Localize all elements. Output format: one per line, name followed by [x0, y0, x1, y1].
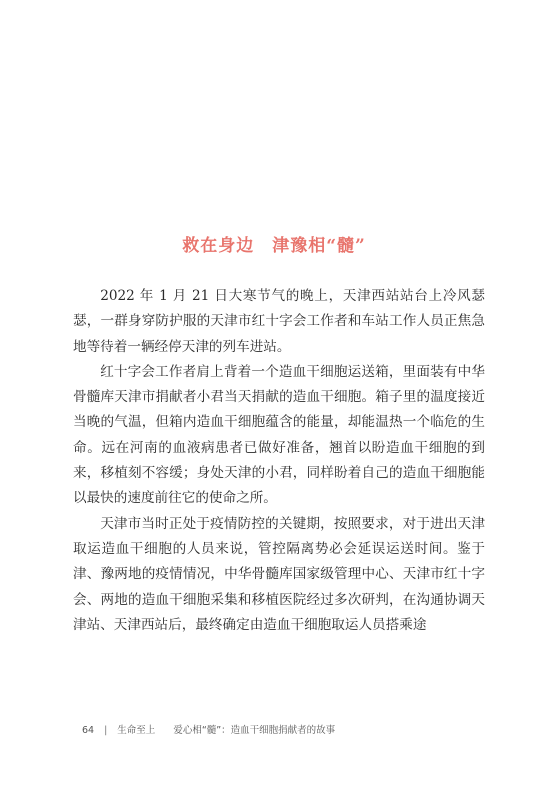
footer-section: 生命至上 — [117, 725, 156, 736]
paragraph-2: 红十字会工作者肩上背着一个造血干细胞运送箱，里面装有中华骨髓库天津市捐献者小君当天捐献的造血干细胞。箱子里的温度接近当晚的气温，但箱内造血干细胞蕴含的能量，却能温热一个临危的生命。远在河南的血液病患者已做好准备，翘首以盼造血干细胞的到来，移植刻不容缓；身处天津的小君，同样盼着自己的造血干细胞能以最快的速度前往它的使命之所。 — [73, 363, 485, 507]
body-text — [73, 284, 485, 638]
page-number: 64 — [82, 725, 95, 736]
footer-separator: | — [104, 725, 108, 736]
footer-book-title: 爱心相“髓”：造血干细胞捐献者的故事 — [173, 725, 336, 736]
paragraph-3: 天津市当时正处于疫情防控的关键期，按照要求，对于进出天津取运造血干细胞的人员来说，管控隔离势必会延误运送时间。鉴于津、豫两地的疫情情况，中华骨髓库国家级管理中心、天津市红十字会、两地的造血干细胞采集和移植医院经过多次研判，在沟通协调天津站、天津西站后，最终确定由造血干细胞取运人员搭乘途 — [73, 515, 485, 633]
page-footer — [82, 722, 335, 736]
chapter-title: 救在身边 津豫相“髓” — [182, 236, 366, 256]
paragraph-1: 2022 年 1 月 21 日大寒节气的晚上，天津西站站台上冷风瑟瑟，一群身穿防护服的天津市红十字会工作者和车站工作人员正焦急地等待着一辆经停天津的列车进站。 — [73, 288, 485, 355]
